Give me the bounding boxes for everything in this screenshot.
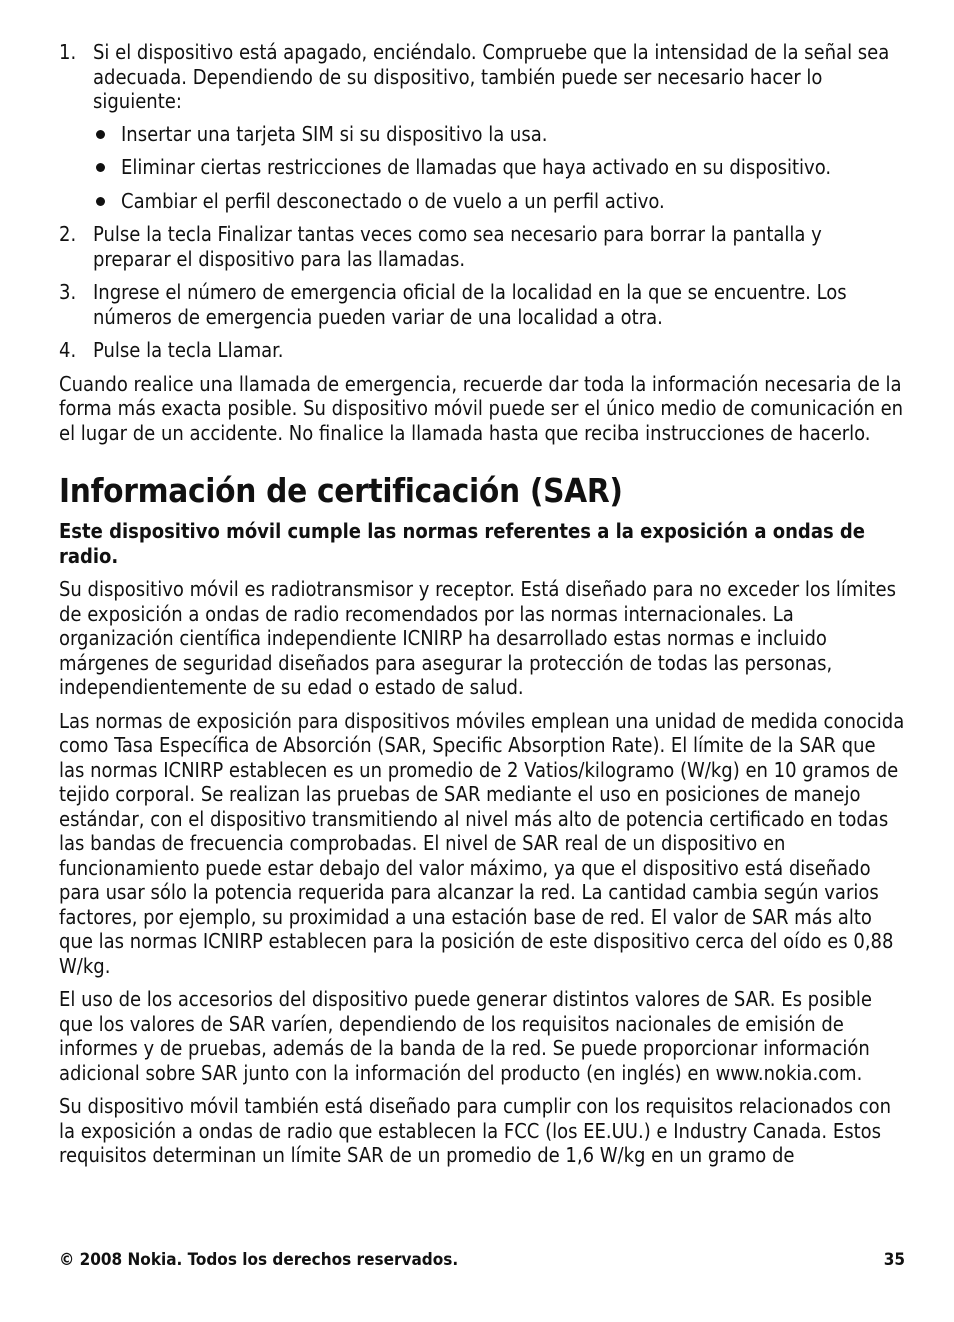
step-number: 4. [59, 338, 77, 362]
bullet-icon [96, 163, 105, 172]
bullet-icon [96, 130, 105, 139]
step-text: Si el dispositivo está apagado, enciéndalo. Compruebe que la intensidad de la señal sea adecuada. Dependiendo de su dispositivo, también puede ser necesario hacer lo siguiente: [93, 40, 890, 113]
page-content [59, 40, 905, 1177]
emergency-note: Cuando realice una llamada de emergencia, recuerde dar toda la información necesaria de la forma más exacta posible. Su dispositivo móvil puede ser el único medio de comunicación en el lugar de un accidente. No finalice la llamada hasta que reciba instrucciones de hacerlo. [59, 371, 904, 445]
step-number: 2. [59, 222, 77, 246]
step-number: 1. [59, 40, 77, 64]
step-bullet-list [93, 122, 905, 214]
copyright-text: © 2008 Nokia. Todos los derechos reservados. [59, 1250, 459, 1270]
step-item [59, 338, 905, 363]
bullet-icon [96, 197, 105, 206]
bullet-item [93, 122, 905, 147]
paragraph: El uso de los accesorios del dispositivo puede generar distintos valores de SAR. Es posible que los valores de SAR varíen, dependiendo de los requisitos nacionales de emisión de informes y de pruebas, además de la banda de la red. Se puede proporcionar información adicional sobre SAR junto con la información del producto (en inglés) en www.nokia.com. [59, 987, 872, 1085]
section-lead: Este dispositivo móvil cumple las normas referentes a la exposición a ondas de radio. [59, 519, 866, 568]
bullet-text: Insertar una tarjeta SIM si su dispositivo la usa. [121, 121, 548, 146]
bullet-text: Eliminar ciertas restricciones de llamadas que haya activado en su dispositivo. [121, 155, 832, 179]
bullet-item [93, 189, 905, 214]
paragraph: Su dispositivo móvil también está diseñado para cumplir con los requisitos relacionados con la exposición a ondas de radio que establecen la FCC (los EE.UU.) e Industry Canada. Estos requisitos determinan un límite SAR de un promedio de 1,6 W/kg en un gramo de [59, 1094, 892, 1167]
paragraph: Su dispositivo móvil es radiotransmisor y receptor. Está diseñado para no exceder los límites de exposición a ondas de radio recomendados por las normas internacionales. La organización científica independiente ICNIRP ha desarrollado estas normas e incluido márgenes de seguridad diseñados para asegurar la protección de todas las personas, independientemente de su edad o estado de salud. [59, 577, 896, 699]
section-title: Información de certificación (SAR) [59, 471, 623, 510]
page-footer [59, 1250, 905, 1270]
page-number: 35 [883, 1250, 905, 1270]
emergency-steps-list [59, 40, 905, 363]
step-item [59, 222, 905, 271]
step-item [59, 280, 905, 329]
bullet-item [93, 155, 905, 180]
paragraph: Las normas de exposición para dispositivos móviles emplean una unidad de medida conocida como Tasa Específica de Absorción (SAR, Specific Absorption Rate). El límite de la SAR que las normas ICNIRP establecen es un promedio de 2 Vatios/kilogramo (W/kg) en 10 gramos de tejido corporal. Se realizan las pruebas de SAR mediante el uso en posiciones de manejo estándar, con el dispositivo transmitiendo al nivel más alto de potencia certificado en todas las bandas de frecuencia comprobadas. El nivel de SAR real de un dispositivo en funcionamiento puede estar debajo del valor máximo, ya que el dispositivo está diseñado para usar sólo la potencia requerida para alcanzar la red. La cantidad cambia según varios factores, por ejemplo, su proximidad a una estación base de red. El valor de SAR más alto que las normas ICNIRP establecen para la posición de este dispositivo cerca del oído es 0,88 W/kg. [59, 708, 905, 978]
step-item [59, 40, 905, 213]
bullet-text: Cambiar el perfil desconectado o de vuelo a un perfil activo. [121, 188, 665, 213]
step-text: Ingrese el número de emergencia oficial de la localidad en la que se encuentre. Los números de emergencia pueden variar de una localidad a otra. [93, 280, 847, 329]
step-text: Pulse la tecla Llamar. [93, 338, 284, 362]
step-number: 3. [59, 280, 77, 304]
step-text: Pulse la tecla Finalizar tantas veces como sea necesario para borrar la pantalla y preparar el dispositivo para las llamadas. [93, 222, 822, 271]
